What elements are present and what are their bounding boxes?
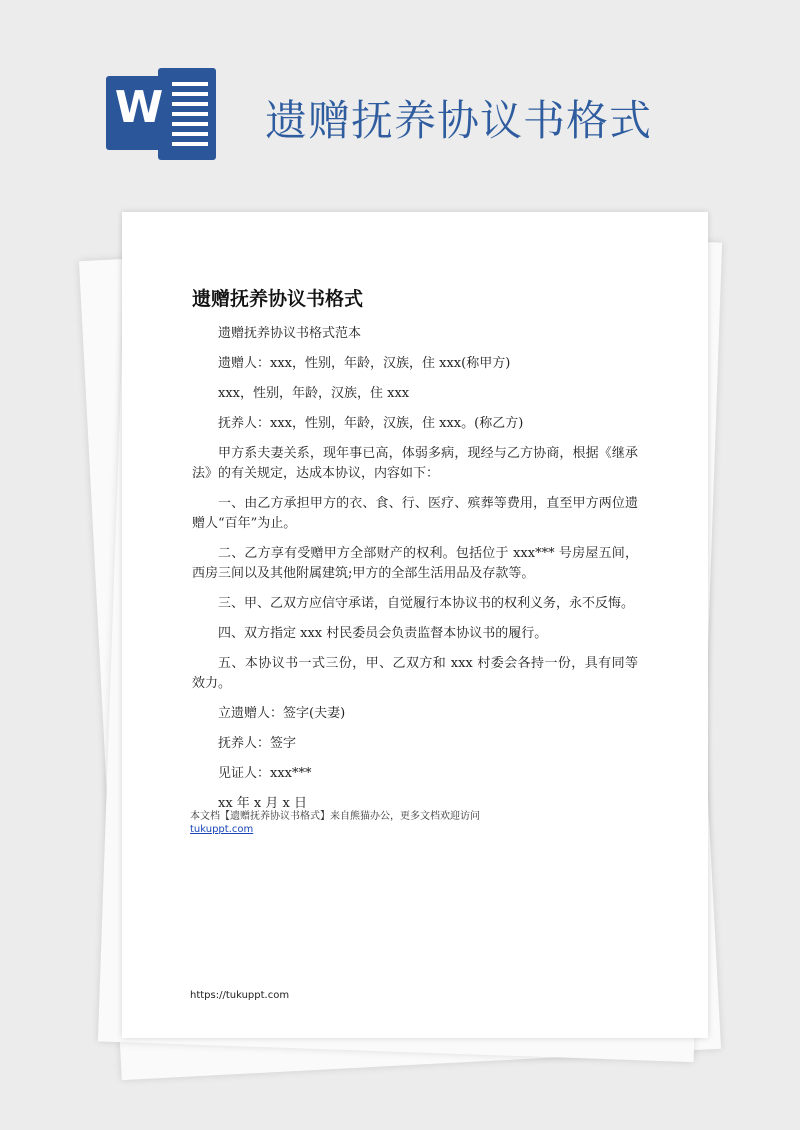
signature-line: 立遗赠人：签字(夫妻) xyxy=(218,706,346,721)
paragraph: 四、双方指定 xxx 村民委员会负责监督本协议书的履行。 xyxy=(218,626,548,641)
paragraph: 一、由乙方承担甲方的衣、食、行、医疗、殡葬等费用，直至甲方两位遗赠人“百年”为止。 xyxy=(192,496,638,531)
paragraph: xxx，性别，年龄，汉族，住 xxx xyxy=(218,386,410,401)
bottom-url: https://tukuppt.com xyxy=(190,990,290,1001)
document-title: 遗赠抚养协议书格式 xyxy=(192,288,364,310)
header-title: 遗赠抚养协议书格式 xyxy=(265,96,653,145)
paragraph: 甲方系夫妻关系，现年事已高，体弱多病，现经与乙方协商，根据《继承法》的有关规定，达成本协议，内容如下： xyxy=(192,446,638,481)
document-body xyxy=(192,324,638,824)
paragraph: 遗赠人：xxx，性别，年龄，汉族，住 xxx(称甲方) xyxy=(218,356,511,371)
word-icon-letter: W xyxy=(114,82,164,133)
paragraph: 五、本协议书一式三份，甲、乙双方和 xxx 村委会各持一份，具有同等效力。 xyxy=(192,656,638,691)
footer-link[interactable]: tukuppt.com xyxy=(190,824,254,835)
paragraph: 遗赠抚养协议书格式范本 xyxy=(218,326,362,341)
paragraph: 二、乙方享有受赠甲方全部财产的权利。包括位于 xxx*** 号房屋五间，西房三间以及其他附属建筑;甲方的全部生活用品及存款等。 xyxy=(192,546,638,581)
signature-line: 抚养人：签字 xyxy=(218,736,297,751)
paragraph: 抚养人：xxx，性别，年龄，汉族，住 xxx。(称乙方) xyxy=(218,416,524,431)
signature-line: 见证人：xxx*** xyxy=(218,766,312,781)
footer-note: 本文档【遗赠抚养协议书格式】来自熊猫办公，更多文档欢迎访问 xyxy=(190,811,480,822)
document-page xyxy=(122,212,708,1038)
word-icon xyxy=(106,68,216,160)
date-line: xx 年 x 月 x 日 xyxy=(218,796,307,811)
paragraph: 三、甲、乙双方应信守承诺，自觉履行本协议书的权利义务，永不反悔。 xyxy=(218,596,635,611)
